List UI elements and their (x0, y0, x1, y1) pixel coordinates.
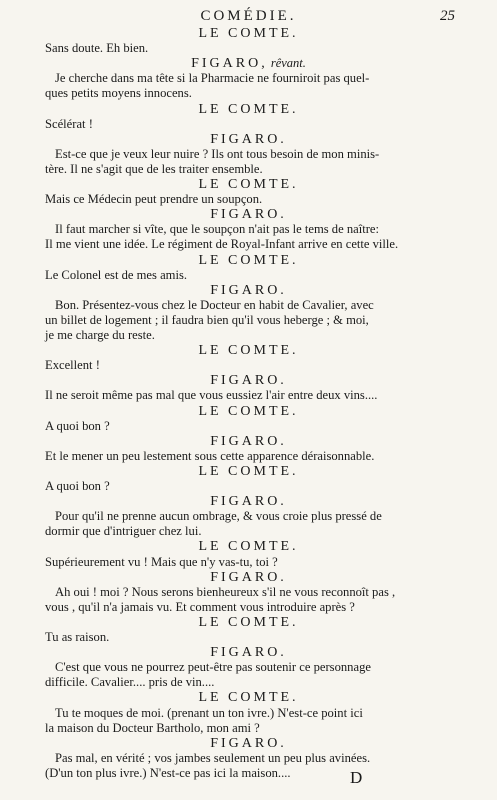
dialogue-line: Pour qu'il ne prenne aucun ombrage, & vous croie plus pressé de (55, 509, 382, 524)
dialogue-line: C'est que vous ne pourrez peut-être pas soutenir ce personnage (55, 660, 371, 675)
speaker-label: FIGARO, (191, 56, 268, 72)
speaker-label: LE COMTE. (198, 614, 299, 630)
dialogue-line: la maison du Docteur Bartholo, mon ami ? (45, 720, 260, 735)
dialogue-line: vous , qu'il n'a jamais vu. Et comment vous introduire après ? (45, 599, 355, 614)
dialogue-line: un billet de logement ; il faudra bien qu'il vous heberge ; & moi, (45, 312, 369, 327)
dialogue-line: tère. Il ne s'agit que de les traiter ensemble. (45, 161, 263, 176)
dialogue-line: Il faut marcher si vîte, que le soupçon n'ait pas le tems de naître: (55, 222, 380, 237)
dialogue-line: A quoi bon ? (45, 418, 110, 433)
signature-mark: D (350, 768, 363, 787)
page-number: 25 (440, 8, 455, 24)
dialogue-line: Je cherche dans ma tête si la Pharmacie ne fourniroit pas quel- (55, 71, 370, 86)
dialogue-line: Le Colonel est de mes amis. (45, 267, 187, 282)
speaker-label: LE COMTE. (198, 177, 299, 192)
stage-direction: rêvant. (267, 56, 306, 71)
speaker-label: FIGARO. (210, 433, 287, 449)
speaker-label: LE COMTE. (198, 252, 299, 268)
dialogue-line: Bon. Présentez-vous chez le Docteur en habit de Cavalier, avec (55, 297, 374, 312)
dialogue-line: Est-ce que je veux leur nuire ? Ils ont tous besoin de mon minis- (55, 146, 380, 161)
speaker-label: FIGARO. (210, 735, 287, 751)
dialogue-line: Tu as raison. (45, 630, 110, 644)
dialogue-line: Excellent ! (45, 358, 100, 373)
dialogue-line: Scélérat ! (45, 116, 93, 131)
speaker-label: FIGARO. (210, 645, 287, 661)
speaker-label: FIGARO. (210, 494, 287, 510)
dialogue-line: Tu te moques de moi. (prenant un ton ivre.) N'est-ce point ici (55, 705, 363, 720)
speaker-label: LE COMTE. (198, 539, 299, 555)
speaker-label: LE COMTE. (198, 463, 299, 479)
dialogue-line: A quoi bon ? (45, 479, 110, 493)
dialogue-line: difficile. Cavalier.... pris de vin.... (45, 675, 215, 690)
dialogue-line: Sans doute. Eh bien. (45, 41, 149, 56)
speaker-label: FIGARO. (210, 373, 287, 389)
dialogue-line: Pas mal, en vérité ; vos jambes seulement un peu plus avinées. (55, 750, 371, 765)
speaker-label: LE COMTE. (198, 403, 299, 419)
dialogue-line: dormir que d'intriguer chez lui. (45, 524, 202, 539)
speaker-label: LE COMTE. (198, 101, 299, 117)
speaker-label: FIGARO. (210, 207, 287, 223)
dialogue-line: Ah oui ! moi ? Nous serons bienheureux s'il ne vous reconnoît pas , (55, 584, 396, 599)
speaker-label: FIGARO. (210, 131, 287, 147)
dialogue-line: Il ne seroit même pas mal que vous eussiez l'air entre deux vins.... (45, 388, 378, 403)
speaker-label: LE COMTE. (198, 343, 299, 359)
dialogue-line: je me charge du reste. (45, 328, 155, 342)
dialogue-line: (D'un ton plus ivre.) N'est-ce pas ici la maison.... (45, 765, 291, 780)
dialogue-line: Il me vient une idée. Le régiment de Royal-Infant arrive en cette ville. (45, 237, 399, 252)
speaker-label: LE COMTE. (198, 26, 299, 41)
speaker-label: LE COMTE. (198, 690, 299, 706)
dialogue-line: ques petits moyens innocens. (45, 86, 192, 101)
dialogue-line: Mais ce Médecin peut prendre un soupçon. (45, 192, 263, 207)
speaker-label: FIGARO. (210, 569, 287, 585)
dialogue-line: Supérieurement vu ! Mais que n'y vas-tu, toi ? (45, 554, 278, 569)
dialogue-line: Et le mener un peu lestement sous cette apparence déraisonnable. (45, 448, 375, 463)
running-header: COMÉDIE. (200, 8, 297, 24)
speaker-label: FIGARO. (210, 282, 287, 298)
